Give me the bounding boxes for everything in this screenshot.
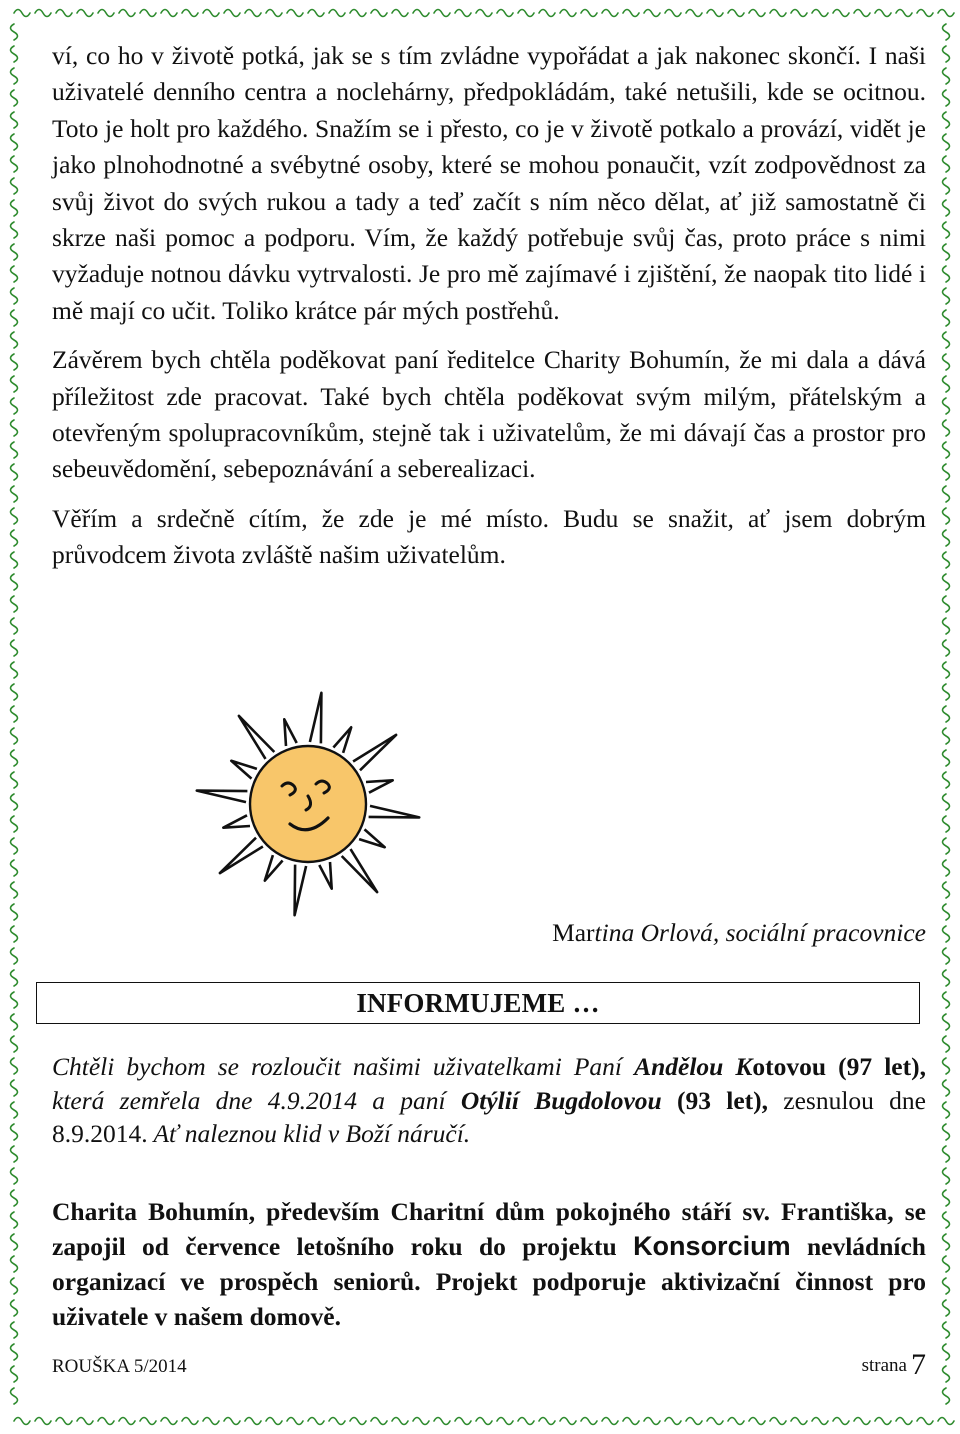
- footer-page: strana 7: [861, 1348, 926, 1381]
- sun-ray: [265, 855, 283, 881]
- sun-ray: [310, 693, 322, 744]
- sun-ray: [342, 849, 377, 892]
- paragraph-2: Závěrem bych chtěla poděkovat paní ředitelce Charity Bohumín, že mi dala a dává příležitost zde pracovat. Také bych chtěla poděkovat svým milým, přátelským a otevřeným spolupracovníkům, stejně tak i uživatelům, že mi dávají čas a prostor pro sebeuvědomění, sebepoznávání a seberealizaci.: [52, 345, 926, 484]
- paragraph-3: Věřím a srdečně cítím, že zde je mé místo. Budu se snažit, ať jsem dobrým průvodcem života zvláště našim uživatelům.: [52, 503, 926, 570]
- footer-issue: ROUŠKA 5/2014: [52, 1356, 187, 1377]
- sun-ray: [359, 829, 385, 847]
- sun-ray: [239, 716, 274, 759]
- sun-ray: [223, 815, 250, 827]
- sun-ray: [295, 865, 307, 916]
- paragraph-1: ví, co ho v životě potká, jak se s tím zvládne vypořádat a jak nakonec skončí. I naši uživatelé denního centra a noclehárny, předpokládám, také netušili, kde se ocitnou. Toto je holt pro každého. Snažím se i přesto, co je v životě potkalo a provází, vidět je jako plnohodnotné a svébytné osoby, které se mohou ponaučit, vzít zodpovědnost za svůj život do svých rukou a tady a teď začít s ním něco dělat, ať již samostatně či skrze naši pomoc a podporu. Vím, že každý potřebuje svůj čas, proto práce s nimi vyžaduje notnou dávku vytrvalosti. Je pro mě zajímavé i zjištění, že naopak tito lidé i mě mají co učit. Toliko krátce pár mých postřehů.: [52, 41, 926, 325]
- page-number: 7: [911, 1348, 926, 1381]
- sun-ray: [319, 862, 331, 889]
- author-signature: Martina Orlová, sociální pracovnice: [552, 918, 926, 947]
- section-heading: INFORMUJEME …: [356, 988, 600, 1018]
- sun-ray: [284, 719, 296, 746]
- article-body: [52, 38, 926, 574]
- smiling-sun-icon: [188, 678, 428, 938]
- sun-ray: [369, 806, 420, 818]
- sun-ray: [197, 791, 248, 803]
- obituary-notice: Chtěli bychom se rozloučit našimi uživatelkami Paní Andělou Kotovou (97 let), která zemřela dne 4.9.2014 a paní Otýlií Bugdolovou (93 let), zesnulou dne 8.9.2014. Ať naleznou klid v Boží náručí.: [52, 1052, 926, 1148]
- sun-ray: [333, 727, 351, 753]
- section-heading-box: [36, 982, 920, 1024]
- project-paragraph: Charita Bohumín, především Charitní dům pokojného stáří sv. Františka, se zapojil od července letošního roku do projektu Konsorcium nevládních organizací ve prospěch seniorů. Projekt podporuje aktivizační činnost pro uživatele v našem domově.: [52, 1197, 926, 1331]
- sun-ray: [353, 735, 396, 770]
- sun-ray: [231, 761, 257, 779]
- sun-ray: [220, 838, 263, 873]
- sun-ray: [366, 780, 393, 792]
